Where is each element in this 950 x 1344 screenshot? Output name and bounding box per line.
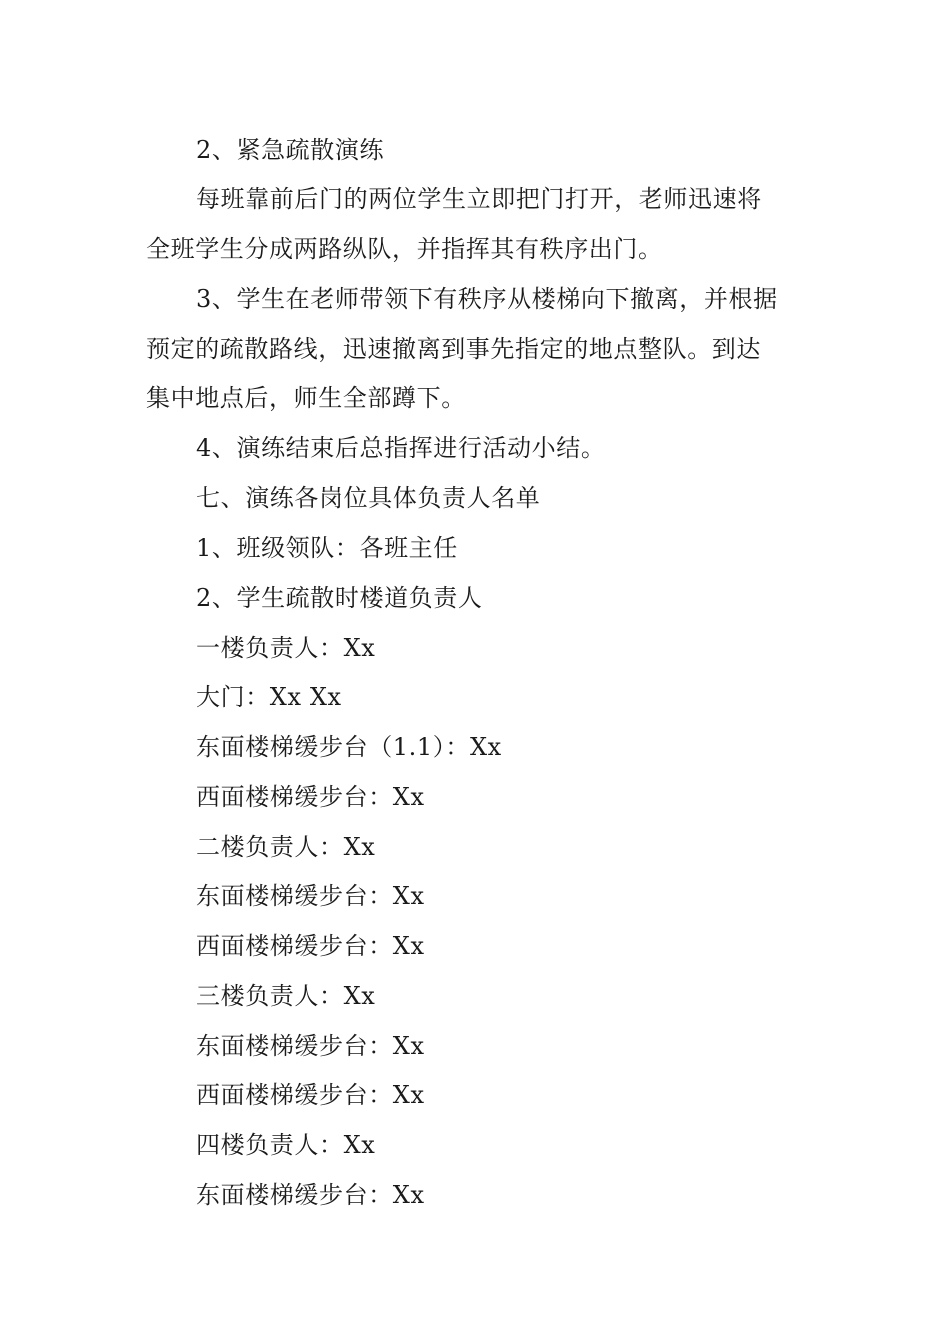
list-item: 东面楼梯缓步台（1.1）：Xx: [196, 733, 502, 761]
paragraph-line: 集中地点后，师生全部蹲下。: [146, 384, 466, 412]
list-item: 四楼负责人：Xx: [196, 1131, 376, 1159]
list-item: 二楼负责人：Xx: [196, 833, 376, 861]
list-item: 三楼负责人：Xx: [196, 982, 376, 1010]
paragraph-line: 3、学生在老师带领下有秩序从楼梯向下撤离，并根据: [196, 285, 778, 313]
list-item: 西面楼梯缓步台：Xx: [196, 783, 425, 811]
list-item: 1、班级领队：各班主任: [196, 534, 458, 562]
paragraph-line: 4、演练结束后总指挥进行活动小结。: [196, 434, 606, 462]
list-item: 东面楼梯缓步台：Xx: [196, 1032, 425, 1060]
paragraph-line: 每班靠前后门的两位学生立即把门打开，老师迅速将: [196, 185, 762, 213]
list-item: 一楼负责人：Xx: [196, 634, 376, 662]
paragraph-line: 全班学生分成两路纵队，并指挥其有秩序出门。: [146, 235, 663, 263]
section-heading-responsible-list: 七、演练各岗位具体负责人名单: [196, 484, 541, 512]
list-item: 东面楼梯缓步台：Xx: [196, 1181, 425, 1209]
section-heading-emergency-evacuation: 2、紧急疏散演练: [196, 136, 385, 164]
list-item: 2、学生疏散时楼道负责人: [196, 584, 483, 612]
paragraph-line: 预定的疏散路线，迅速撤离到事先指定的地点整队。到达: [146, 335, 761, 363]
list-item: 东面楼梯缓步台：Xx: [196, 882, 425, 910]
list-item: 西面楼梯缓步台：Xx: [196, 1081, 425, 1109]
list-item: 西面楼梯缓步台：Xx: [196, 932, 425, 960]
list-item: 大门：Xx Xx: [196, 683, 342, 711]
